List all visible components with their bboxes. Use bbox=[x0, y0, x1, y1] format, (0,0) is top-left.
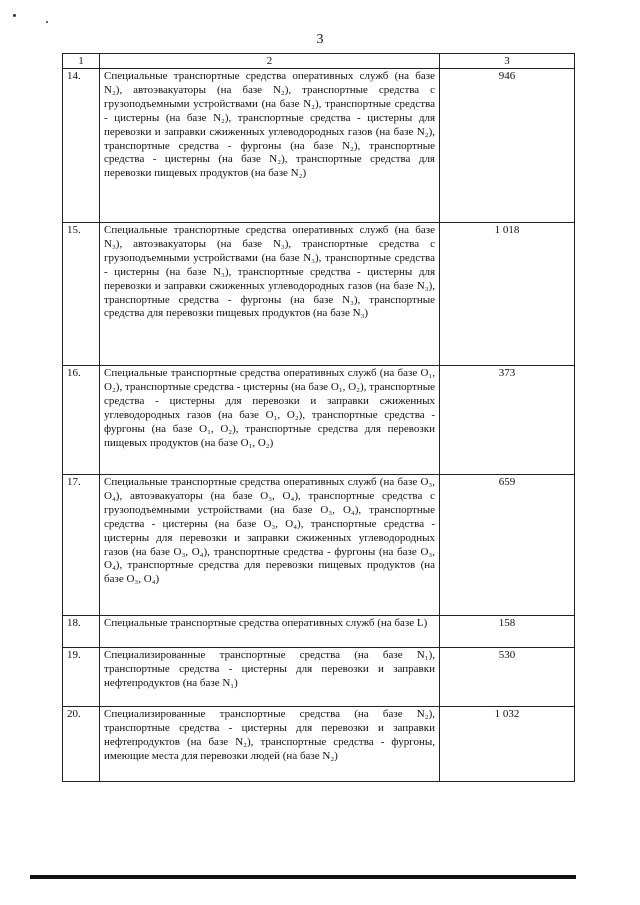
table-row bbox=[63, 69, 575, 223]
vehicle-table bbox=[62, 53, 575, 782]
column-header: 2 bbox=[100, 54, 440, 69]
row-description: Специальные транспортные средства оперативных служб (на базе O₁, O₂), транспортные средства - цистерны (на базе O₁, O₂), транспортные средства - цистерны для перевозки и заправки сжиженных углеводородных газов (на базе O₁, O₂), транспортные средства - фургоны (на базе O₁, O₂), транспортные средства для перевозки пищевых продуктов (на базе O₁, O₂) bbox=[100, 366, 440, 475]
row-description: Специальные транспортные средства оперативных служб (на базе O₃, O₄), автоэвакуаторы (на базе O₃, O₄), транспортные средства с грузоподъемными устройствами (на базе O₃, O₄), транспортные средства - цистерны (на базе O₃, O₄), транспортные средства - цистерны для перевозки и заправки сжиженных углеводородных газов (на базе O₃, O₄), транспортные средства - фургоны (на базе O₃, O₄), транспортные средства для перевозки пищевых продуктов (на базе O₃, O₄) bbox=[100, 475, 440, 616]
table-header-row bbox=[63, 54, 575, 69]
table-row bbox=[63, 366, 575, 475]
column-header: 3 bbox=[440, 54, 575, 69]
table-row bbox=[63, 648, 575, 707]
table-row bbox=[63, 475, 575, 616]
column-header: 1 bbox=[63, 54, 100, 69]
table-row bbox=[63, 223, 575, 366]
row-number: 15. bbox=[63, 223, 100, 366]
row-value: 530 bbox=[440, 648, 575, 707]
scan-artifact-dot bbox=[13, 14, 16, 17]
page-bottom-rule bbox=[30, 875, 576, 879]
row-value: 1 032 bbox=[440, 707, 575, 782]
row-value: 659 bbox=[440, 475, 575, 616]
row-description: Специализированные транспортные средства (на базе N₁), транспортные средства - цистерны для перевозки и заправки нефтепродуктов (на базе N₁) bbox=[100, 648, 440, 707]
row-value: 158 bbox=[440, 616, 575, 648]
row-description: Специальные транспортные средства оперативных служб (на базе L) bbox=[100, 616, 440, 648]
row-number: 17. bbox=[63, 475, 100, 616]
table-row bbox=[63, 616, 575, 648]
row-value: 1 018 bbox=[440, 223, 575, 366]
page-number: 3 bbox=[316, 32, 324, 47]
row-description: Специальные транспортные средства оперативных служб (на базе N₃), автоэвакуаторы (на базе N₃), транспортные средства с грузоподъемными устройствами (на базе N₃), транспортные средства - цистерны (на базе N₃), транспортные средства - цистерны для перевозки и заправки сжиженных углеводородных газов (на базе N₃), транспортные средства - фургоны (на базе N₃), транспортные средства для перевозки пищевых продуктов (на базе N₃) bbox=[100, 223, 440, 366]
row-number: 14. bbox=[63, 69, 100, 223]
row-value: 946 bbox=[440, 69, 575, 223]
table-row bbox=[63, 707, 575, 782]
row-description: Специализированные транспортные средства (на базе N₂), транспортные средства - цистерны для перевозки и заправки нефтепродуктов (на базе N₂), транспортные средства - фургоны, имеющие места для перевозки людей (на базе N₂) bbox=[100, 707, 440, 782]
row-number: 16. bbox=[63, 366, 100, 475]
scan-artifact-dot bbox=[46, 21, 48, 23]
row-value: 373 bbox=[440, 366, 575, 475]
row-number: 19. bbox=[63, 648, 100, 707]
row-number: 20. bbox=[63, 707, 100, 782]
row-number: 18. bbox=[63, 616, 100, 648]
row-description: Специальные транспортные средства оперативных служб (на базе N₂), автоэвакуаторы (на базе N₂), транспортные средства с грузоподъемными устройствами (на базе N₂), транспортные средства - цистерны (на базе N₂), транспортные средства - цистерны для перевозки и заправки сжиженных углеводородных газов (на базе N₂), транспортные средства - фургоны (на базе N₂), транспортные средства - цистерны (на базе N₂), транспортные средства для перевозки пищевых продуктов (на базе N₂) bbox=[100, 69, 440, 223]
